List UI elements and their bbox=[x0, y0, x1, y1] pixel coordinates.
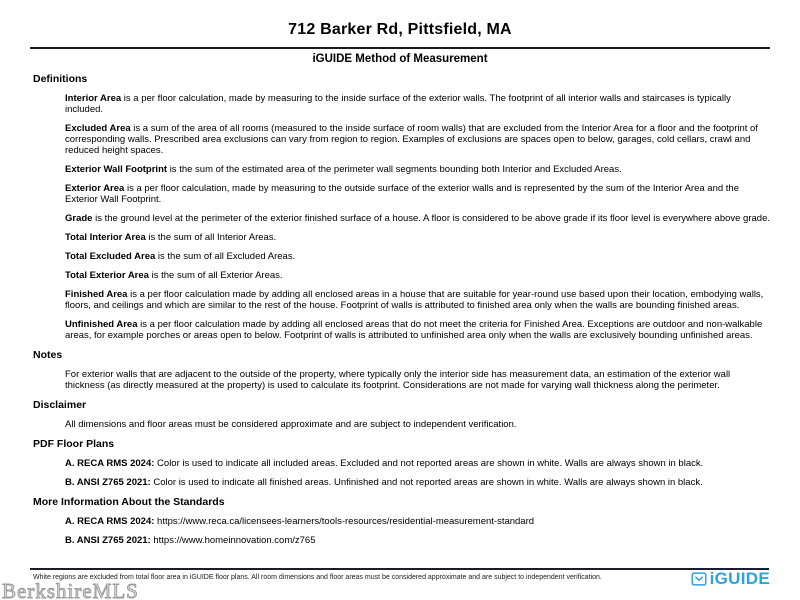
disclaimer-text: All dimensions and floor areas must be considered approximate and are subject to independent verification. bbox=[65, 419, 517, 430]
page-subtitle: iGUIDE Method of Measurement bbox=[312, 53, 488, 65]
berkshiremls-watermark: BerkshireMLS bbox=[2, 579, 139, 600]
notes-text: For exterior walls that are adjacent to the outside of the property, where typically only the interior side has measurement data, an estimation of the exterior wall thickness (as directly measured at the property) is used to calculate its footprint. Considerations are not made for varying wall thickness along the perimeter. bbox=[65, 369, 731, 391]
definition-text: is a per floor calculation, made by measuring to the outside surface of the exterior walls and is represented by the sum of the Interior Area and the Exterior Wall Footprint. bbox=[65, 183, 739, 205]
definition-item bbox=[65, 123, 770, 156]
iguide-logo-icon bbox=[690, 570, 708, 588]
definition-text: is the sum of all Excluded Areas. bbox=[157, 251, 296, 262]
definition-term: Excluded Area bbox=[65, 123, 131, 134]
definition-term: Interior Area bbox=[65, 93, 122, 104]
header-divider bbox=[30, 47, 770, 49]
definition-text: is a per floor calculation, made by measuring to the inside surface of the exterior walls. The footprint of all interior walls and staircases is typically included. bbox=[65, 93, 731, 115]
pdf-floor-plans-item bbox=[65, 477, 770, 488]
definition-term: Total Exterior Area bbox=[65, 270, 149, 281]
section-heading-disclaimer: Disclaimer bbox=[33, 399, 87, 411]
standard-label: B. ANSI Z765 2021: bbox=[65, 477, 151, 488]
section-heading-pdf-floor-plans: PDF Floor Plans bbox=[33, 438, 115, 450]
definition-term: Grade bbox=[65, 213, 93, 224]
footer-note: White regions are excluded from total floor area in iGUIDE floor plans. All room dimensions and floor areas must be considered approximate and are subject to independent verification. bbox=[33, 574, 602, 581]
definition-text: is the sum of all Interior Areas. bbox=[148, 232, 277, 243]
standard-label: B. ANSI Z765 2021: bbox=[65, 535, 151, 546]
standard-url: https://www.reca.ca/licensees-learners/tools-resources/residential-measurement-standard bbox=[157, 516, 535, 527]
standard-label: A. RECA RMS 2024: bbox=[65, 516, 155, 527]
definition-term: Unfinished Area bbox=[65, 319, 138, 330]
definition-term: Total Interior Area bbox=[65, 232, 146, 243]
standard-url: https://www.homeinnovation.com/z765 bbox=[153, 535, 316, 546]
definition-item bbox=[65, 270, 770, 281]
definition-item bbox=[65, 183, 770, 205]
definition-item bbox=[65, 213, 770, 224]
definition-text: is a per floor calculation made by adding all enclosed areas that do not meet the criteria for Finished Area. Exceptions are outdoor and non-walkable areas, for example porches or areas open to below. Footprint of walls is attributed to unfinished area only when the walls are exclusively bounding unfinished areas. bbox=[65, 319, 763, 341]
iguide-logo bbox=[690, 570, 770, 588]
standard-description: Color is used to indicate all finished areas. Unfinished and not reported areas are shown in white. Walls are always shown in black. bbox=[153, 477, 703, 488]
definition-item bbox=[65, 289, 770, 311]
definition-text: is the sum of the estimated area of the perimeter wall segments bounding both Interior and Excluded Areas. bbox=[169, 164, 622, 175]
definition-item bbox=[65, 319, 770, 341]
definition-text: is the ground level at the perimeter of the exterior finished surface of a house. A floor is considered to be above grade if its floor level is everywhere above grade. bbox=[95, 213, 770, 224]
more-information-item bbox=[65, 516, 770, 527]
section-heading-definitions: Definitions bbox=[33, 73, 88, 85]
definition-text: is a sum of the area of all rooms (measured to the inside surface of room walls) that are excluded from the Interior Area for a floor and the footprint of corresponding walls. Prescribed area exclusions can vary from region to region. Examples of exclusions are spaces open to below, garages, cold cellars, crawl and reduced height spaces. bbox=[65, 123, 758, 156]
definition-text: is the sum of all Exterior Areas. bbox=[151, 270, 283, 281]
definition-text: is a per floor calculation made by adding all enclosed areas in a house that are suitable for year-round use based upon their location, embodying walls, floors, and ceilings and which are similar to the rest of the house. Footprint of walls is attributed to finished area only when the walls are bounding finished areas. bbox=[65, 289, 764, 311]
more-information-item bbox=[65, 535, 770, 546]
pdf-floor-plans-item bbox=[65, 458, 770, 469]
standard-description: Color is used to indicate all included areas. Excluded and not reported areas are shown in white. Walls are always shown in black. bbox=[157, 458, 704, 469]
footer-divider bbox=[30, 568, 769, 570]
definition-item bbox=[65, 232, 770, 243]
definition-item bbox=[65, 93, 770, 115]
iguide-logo-text: iGUIDE bbox=[709, 569, 770, 588]
definition-item bbox=[65, 164, 770, 175]
definition-item bbox=[65, 251, 770, 262]
definition-term: Total Excluded Area bbox=[65, 251, 156, 262]
section-heading-more-information: More Information About the Standards bbox=[33, 496, 225, 508]
definition-term: Finished Area bbox=[65, 289, 128, 300]
page-title: 712 Barker Rd, Pittsfield, MA bbox=[288, 21, 512, 38]
definition-term: Exterior Wall Footprint bbox=[65, 164, 168, 175]
standard-label: A. RECA RMS 2024: bbox=[65, 458, 155, 469]
section-heading-notes: Notes bbox=[33, 349, 63, 361]
definition-term: Exterior Area bbox=[65, 183, 125, 194]
